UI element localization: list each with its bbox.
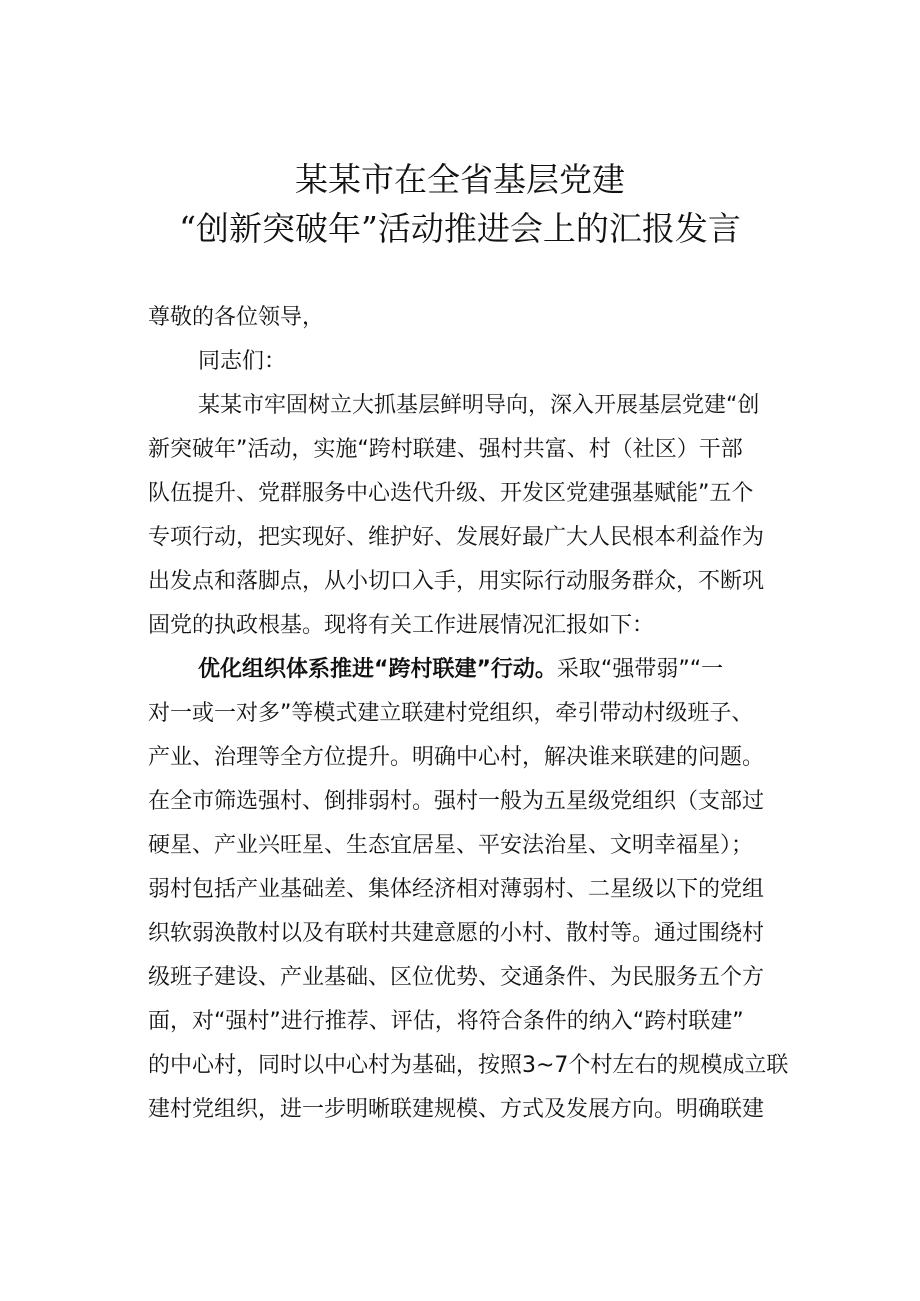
paragraph-2-line: 面，对“强村”进行推荐、评估，将符合条件的纳入“跨村联建” bbox=[148, 1009, 744, 1034]
paragraph-2-first-line-rest: 采取“强带弱”“一 bbox=[556, 657, 724, 682]
paragraph-2-line: 对一或一对多”等模式建立联建村党组织，牵引带动村级班子、 bbox=[148, 701, 754, 726]
paragraph-1-line: 某某市牢固树立大抓基层鲜明导向，深入开展基层党建“创 bbox=[198, 393, 760, 418]
paragraph-2-line: 硬星、产业兴旺星、生态宜居星、平安法治星、文明幸福星）； bbox=[148, 833, 754, 858]
paragraph-1-line: 专项行动，把实现好、维护好、发展好最广大人民根本利益作为 bbox=[148, 525, 765, 550]
paragraph-2-first-line bbox=[198, 648, 798, 692]
paragraph-2-lead-heading: 优化组织体系推进“跨村联建”行动。 bbox=[198, 657, 557, 682]
paragraph-1-line: 新突破年”活动，实施“跨村联建、强村共富、村（社区）干部 bbox=[148, 437, 743, 462]
paragraph-2-line: 在全市筛选强村、倒排弱村。强村一般为五星级党组织（支部过 bbox=[148, 789, 765, 814]
paragraph-1-line: 队伍提升、党群服务中心迭代升级、开发区党建强基赋能”五个 bbox=[148, 481, 754, 506]
paragraph-1-line: 固党的执政根基。现将有关工作进展情况汇报如下： bbox=[148, 613, 655, 638]
greeting: 同志们： bbox=[198, 349, 287, 374]
document-title-line-2: “创新突破年”活动推进会上的汇报发言 bbox=[179, 209, 741, 248]
paragraph-2-line: 级班子建设、产业基础、区位优势、交通条件、为民服务五个方 bbox=[148, 965, 765, 990]
paragraph-2-line: 织软弱涣散村以及有联村共建意愿的小村、散村等。通过围绕村 bbox=[148, 921, 765, 946]
paragraph-2-line: 建村党组织，进一步明晰联建规模、方式及发展方向。明确联建 bbox=[148, 1097, 765, 1122]
paragraph-2-line: 弱村包括产业基础差、集体经济相对薄弱村、二星级以下的党组 bbox=[148, 877, 765, 902]
paragraph-2-line: 的中心村，同时以中心村为基础，按照3~7个村左右的规模成立联 bbox=[148, 1053, 789, 1078]
paragraph-1-line: 出发点和落脚点，从小切口入手，用实际行动服务群众，不断巩 bbox=[148, 569, 765, 594]
paragraph-2-line: 产业、治理等全方位提升。明确中心村，解决谁来联建的问题。 bbox=[148, 745, 765, 770]
document-title-line-1: 某某市在全省基层党建 bbox=[295, 160, 625, 199]
salutation: 尊敬的各位领导， bbox=[148, 305, 325, 330]
